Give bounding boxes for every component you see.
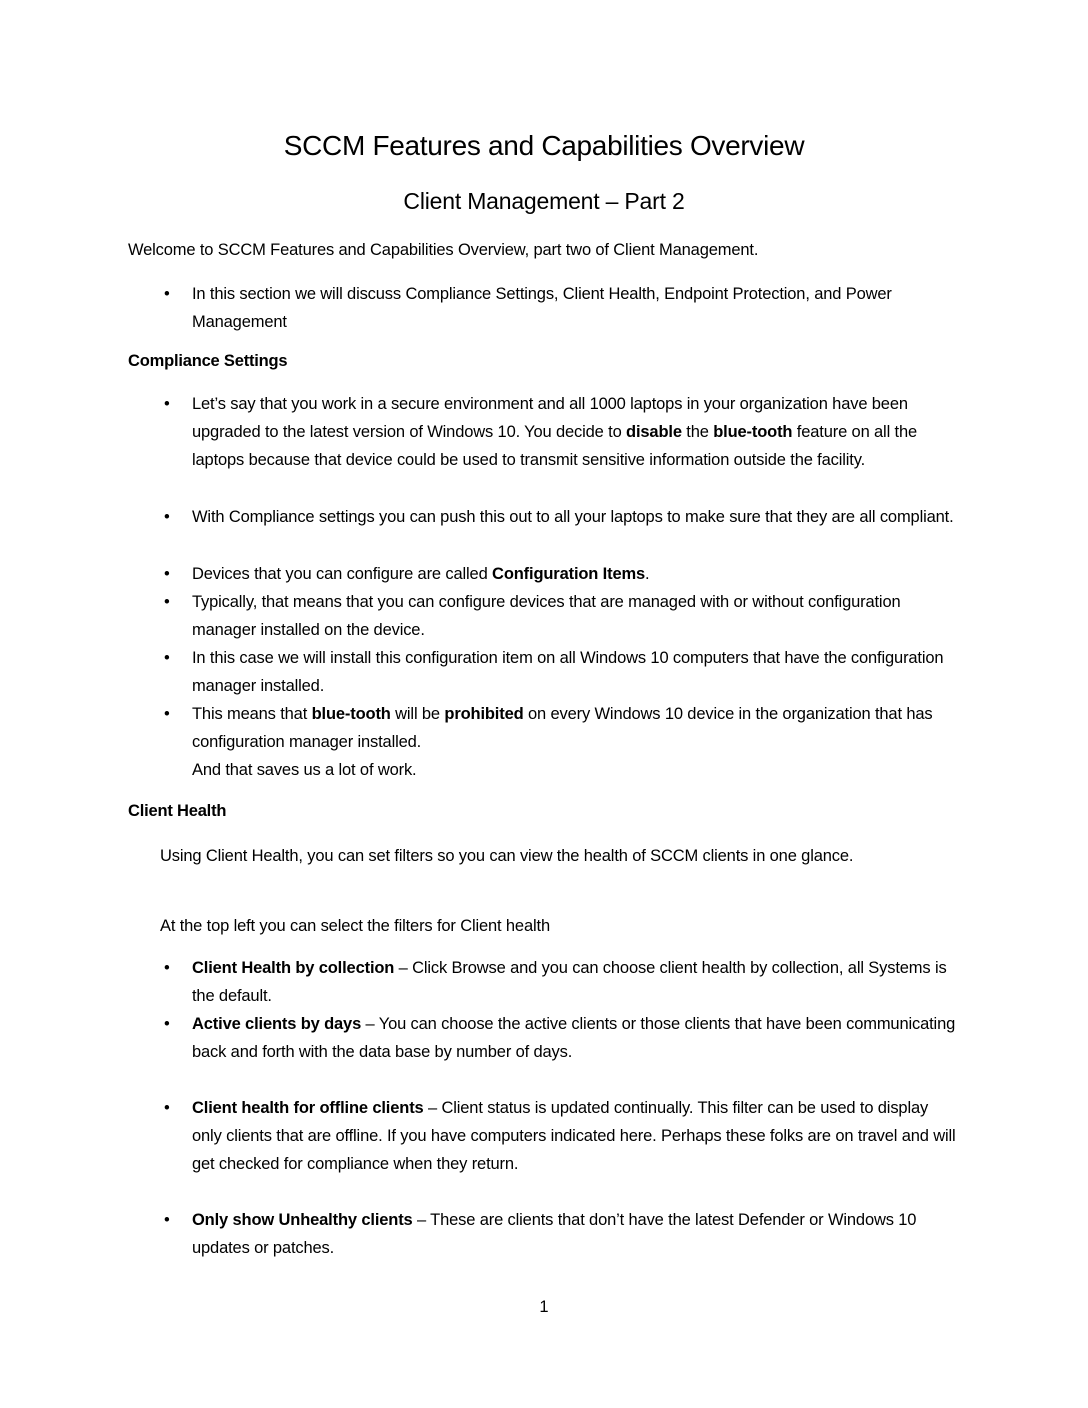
compliance-bullet-6 [192,700,962,784]
text: And that saves us a lot of work. [192,761,417,779]
compliance-bullet-1 [192,390,962,474]
text: Devices that you can configure are called [192,565,493,583]
client-health-paragraph-1: Using Client Health, you can set filters so you can view the health of SCCM clients in one glance. [160,847,854,865]
item-description: – These are clients that don’t have the latest Defender or Windows 10 updates or patches. [192,1211,917,1257]
bold-text: disable [626,423,682,441]
compliance-bullet-2: • With Compliance settings you can push this out to all your laptops to make sure that they are all compliant. [192,503,962,531]
item-term: Only show Unhealthy clients [192,1211,413,1229]
compliance-settings-heading: Compliance Settings [128,352,288,370]
item-description: – Client status is updated continually. This filter can be used to display only clients that are offline. If you have computers indicated here. Perhaps these folks are on travel and will get checked for compliance when they return. [192,1099,956,1173]
text: will be [390,705,445,723]
bold-text: Configuration Items [492,565,646,583]
item-term: Client Health by collection [192,959,395,977]
text: on every Windows 10 device in the organization that has configuration manager installed. [192,705,933,751]
compliance-bullet-3 [192,560,962,588]
document-subtitle: Client Management – Part 2 [403,188,685,214]
client-health-item [192,1206,962,1262]
item-term: Active clients by days [192,1015,362,1033]
client-health-heading: Client Health [128,802,227,820]
item-description: – You can choose the active clients or those clients that have been communicating back and forth with the data base by number of days. [192,1015,956,1061]
text: the [681,423,714,441]
text: . [645,565,650,583]
compliance-bullet-4: • Typically, that means that you can configure devices that are managed with or without configuration manager installed on the device. [192,588,962,644]
client-health-item [192,954,962,1010]
bold-text: prohibited [444,705,524,723]
client-health-item [192,1094,962,1178]
intro-paragraph: Welcome to SCCM Features and Capabilities Overview, part two of Client Management. [128,241,759,259]
intro-bullet: • In this section we will discuss Compliance Settings, Client Health, Endpoint Protection, and Power Management [192,280,962,336]
document-title: SCCM Features and Capabilities Overview [283,130,805,161]
client-health-paragraph-2: At the top left you can select the filters for Client health [160,917,550,935]
bold-text: blue-tooth [311,705,391,723]
text: This means that [192,705,312,723]
item-description: – Click Browse and you can choose client health by collection, all Systems is the default. [192,959,947,1005]
compliance-bullet-5: • In this case we will install this configuration item on all Windows 10 computers that have the configuration manager installed. [192,644,962,700]
item-term: Client health for offline clients [192,1099,424,1117]
text: feature on all the laptops because that device could be used to transmit sensitive information outside the facility. [192,423,918,469]
client-health-item [192,1010,962,1066]
page-number: 1 [539,1298,549,1316]
text: Let’s say that you work in a secure environment and all 1000 laptops in your organization have been upgraded to the latest version of Windows 10. You decide to [192,395,908,441]
bold-text: blue-tooth [713,423,793,441]
